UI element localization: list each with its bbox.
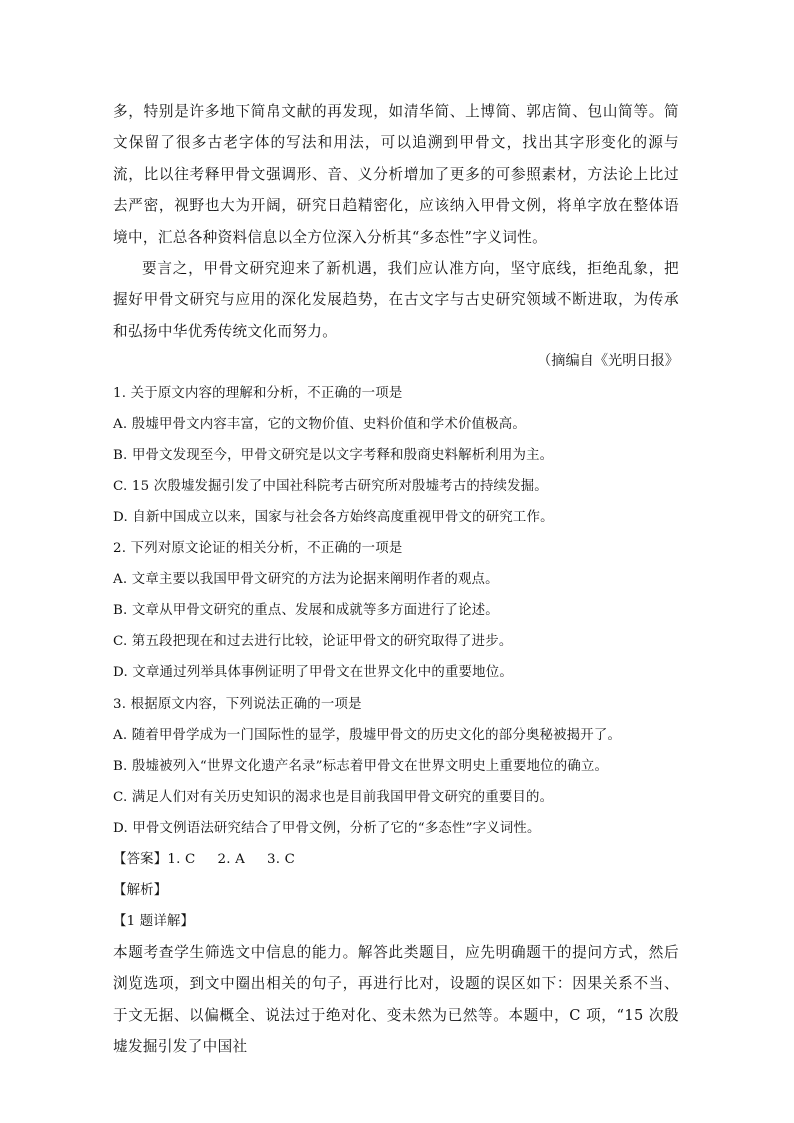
answer-item-1: 1. C bbox=[167, 852, 196, 867]
question-1-stem: 1. 关于原文内容的理解和分析，不正确的一项是 bbox=[113, 386, 403, 401]
analysis-label: 【解析】 bbox=[113, 883, 168, 898]
question-3-option-a: A. 随着甲骨学成为一门国际性的显学，殷墟甲骨文的历史文化的部分奥秘被揭开了。 bbox=[113, 728, 622, 743]
question-3-option-b: B. 殷墟被列入“世界文化遗产名录”标志着甲骨文在世界文明史上重要地位的确立。 bbox=[113, 759, 609, 774]
passage-paragraph-1: 多，特别是许多地下简帛文献的再发现，如清华简、上博简、郭店简、包山简等。简文保留了很多古老字体的写法和用法，可以追溯到甲骨文，找出其字形变化的源与流，比以往考释甲骨文强调形、音、义分析增加了更多的可参照素材，方法论上比过去严密，视野也大为开阔，研究日趋精密化，应该纳入甲骨文例，将单字放在整体语境中，汇总各种资料信息以全方位深入分析其“多态性”字义词性。 bbox=[113, 103, 679, 246]
question-1-option-d: D. 自新中国成立以来，国家与社会各方始终高度重视甲骨文的研究工作。 bbox=[113, 510, 554, 525]
question-3-option-c: C. 满足人们对有关历史知识的渴求也是目前我国甲骨文研究的重要目的。 bbox=[113, 790, 554, 805]
answer-item-2: 2. A bbox=[217, 852, 245, 867]
question-2-option-a: A. 文章主要以我国甲骨文研究的方法为论据来阐明作者的观点。 bbox=[113, 572, 499, 587]
question-1-option-b: B. 甲骨文发现至今，甲骨文研究是以文字考释和殷商史料解析利用为主。 bbox=[113, 448, 554, 463]
answer-label: 【答案】 bbox=[113, 852, 168, 867]
question-3-stem: 3. 根据原文内容，下列说法正确的一项是 bbox=[113, 697, 362, 712]
question-2-stem: 2. 下列对原文论证的相关分析，不正确的一项是 bbox=[113, 541, 403, 556]
question-2-option-c: C. 第五段把现在和过去进行比较，论证甲骨文的研究取得了进步。 bbox=[113, 634, 513, 649]
question-1-option-c: C. 15 次殷墟发掘引发了中国社科院考古研究所对殷墟考古的持续发掘。 bbox=[113, 479, 548, 494]
question-2-option-d: D. 文章通过列举具体事例证明了甲骨文在世界文化中的重要地位。 bbox=[113, 665, 513, 680]
passage-paragraph-2: 要言之，甲骨文研究迎来了新机遇，我们应认准方向，坚守底线，拒绝乱象，把握好甲骨文研究与应用的深化发展趋势，在古文字与古史研究领域不断进取，为传承和弘扬中华优秀传统文化而努力。 bbox=[113, 260, 679, 340]
answer-line bbox=[113, 850, 679, 870]
question-3-option-d: D. 甲骨文例语法研究结合了甲骨文例，分析了它的“多态性”字义词性。 bbox=[113, 821, 541, 836]
question-1-option-a: A. 殷墟甲骨文内容丰富，它的文物价值、史料价值和学术价值极高。 bbox=[113, 417, 526, 432]
source-citation: （摘编自《光明日报》 bbox=[537, 353, 679, 369]
analysis-text: 本题考查学生筛选文中信息的能力。解答此类题目，应先明确题干的提问方式，然后浏览选项，到文中圈出相关的句子，再进行比对，设题的误区如下：因果关系不当、于文无据、以偏概全、说法过于绝对化、变未然为已然等。本题中，C 项，“15 次殷墟发掘引发了中国社 bbox=[113, 944, 679, 1056]
analysis-sub-label: 【1 题详解】 bbox=[113, 914, 195, 929]
answer-item-3: 3. C bbox=[266, 852, 296, 867]
question-2-option-b: B. 文章从甲骨文研究的重点、发展和成就等多方面进行了论述。 bbox=[113, 603, 499, 618]
